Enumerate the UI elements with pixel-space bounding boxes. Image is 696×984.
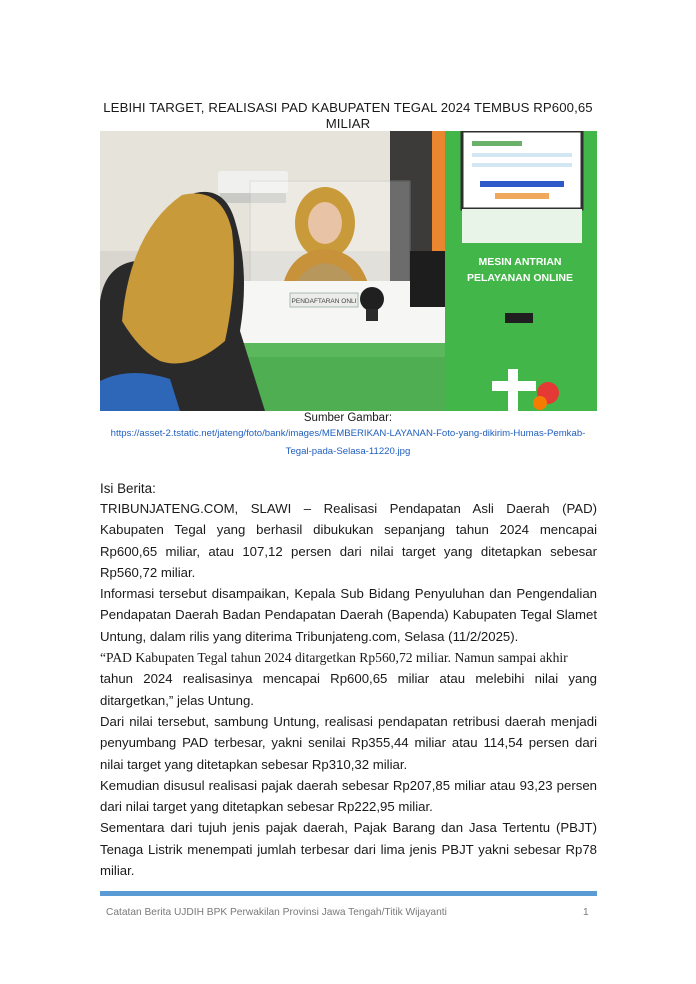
paragraph-4: Dari nilai tersebut, sambung Untung, realisasi pendapatan retribusi daerah menjadi penyumbang PAD terbesar, yakni senilai Rp355,44 miliar atau 114,54 persen dari nilai target yang ditetapkan sebesar Rp310,32 miliar.	[100, 713, 597, 772]
footer-text: Catatan Berita UJDIH BPK Perwakilan Provinsi Jawa Tengah/Titik Wijayanti	[106, 907, 447, 918]
article-body	[100, 498, 597, 881]
kiosk-sign-line1: MESIN ANTRIAN	[478, 256, 562, 268]
news-photo-illustration	[100, 131, 597, 411]
news-photo	[100, 131, 597, 411]
paragraph-2: Informasi tersebut disampaikan, Kepala Sub Bidang Penyuluhan dan Pengendalian Pendapatan Daerah Badan Pendapatan Daerah (Bapenda) Kabupaten Tegal Slamet Untung, dalam rilis yang diterima Tribunjateng.com, Selasa (11/2/2025).	[100, 586, 597, 644]
paragraph-5: Kemudian disusul realisasi pajak daerah sebesar Rp207,85 miliar atau 93,23 persen dari nilai target yang ditetapkan sebesar Rp222,95 miliar.	[100, 777, 597, 815]
desk-sign-label: PENDAFTARAN ONLI	[291, 298, 357, 305]
paragraph-1: TRIBUNJATENG.COM, SLAWI – Realisasi Pendapatan Asli Daerah (PAD) Kabupaten Tegal yang berhasil dibukukan sepanjang tahun 2024 mencapai Rp600,65 miliar, atau 107,12 persen dari nilai target yang ditetapkan sebesar Rp560,72 miliar.	[100, 501, 597, 580]
paragraph-3-continued: tahun 2024 realisasinya mencapai Rp600,65 miliar atau melebihi nilai yang ditargetkan,” jelas Untung.	[100, 671, 597, 708]
document-title: LEBIHI TARGET, REALISASI PAD KABUPATEN TEGAL 2024 TEMBUS RP600,65 MILIAR	[103, 100, 593, 131]
section-label: Isi Berita:	[100, 481, 156, 496]
footer-divider	[100, 891, 597, 896]
image-source-link[interactable]: https://asset-2.tstatic.net/jateng/foto/bank/images/MEMBERIKAN-LAYANAN-Foto-yang-dikirim-Humas-Pemkab-Tegal-pada-Selasa-11220.jpg	[110, 428, 586, 457]
kiosk-sign-line2: PELAYANAN ONLINE	[467, 272, 573, 284]
paragraph-6: Sementara dari tujuh jenis pajak daerah, Pajak Barang dan Jasa Tertentu (PBJT) Tenaga Listrik menempati jumlah terbesar dari lima jenis PBJT yakni sebesar Rp78 miliar.	[100, 820, 597, 879]
page-number: 1	[583, 907, 589, 918]
paragraph-3-quote: “PAD Kabupaten Tegal tahun 2024 ditargetkan Rp560,72 miliar. Namun sampai akhir	[100, 650, 568, 666]
image-caption-label: Sumber Gambar:	[303, 412, 393, 424]
